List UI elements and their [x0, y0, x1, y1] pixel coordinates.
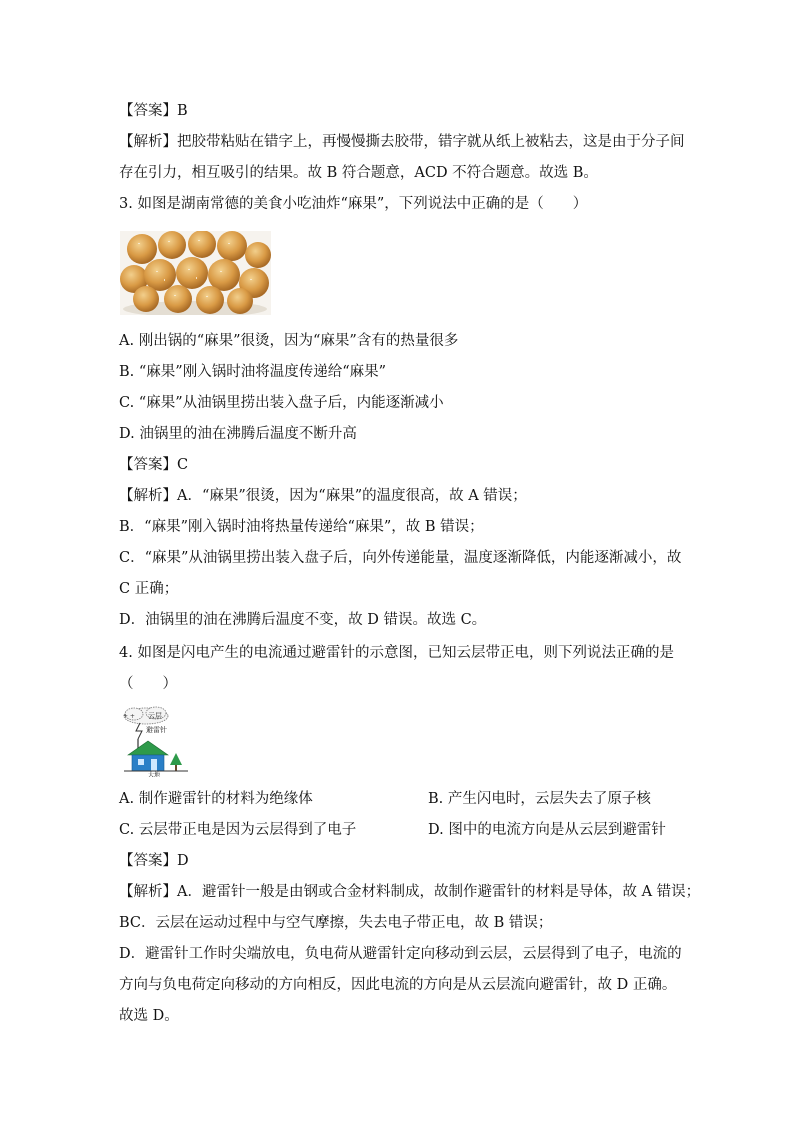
q4-stem-line-1: 4. 如图是闪电产生的电流通过避雷针的示意图，已知云层带正电，则下列说法正确的是	[119, 645, 674, 661]
q4-analysis-line-5: 故选 D。	[119, 1008, 179, 1024]
q3-analysis-line-3: C．“麻果”从油锅里捞出装入盘子后，向外传递能量，温度逐渐降低，内能逐渐减小，故	[119, 550, 682, 566]
lightning-rod-diagram	[118, 705, 190, 777]
ground-label: 大地	[148, 772, 161, 777]
q3-stem: 3. 如图是湖南常德的美食小吃油炸“麻果”，下列说法中正确的是（ ）	[119, 196, 588, 212]
q4-answer: 【答案】D	[119, 853, 189, 869]
house-roof	[128, 741, 168, 755]
q4-option-a: A. 制作避雷针的材料为绝缘体	[119, 791, 313, 807]
q4-stem-line-2: （ ）	[119, 676, 177, 692]
q3-option-d: D. 油锅里的油在沸腾后温度不断升高	[119, 426, 357, 442]
q3-option-b: B. “麻果”刚入锅时油将温度传递给“麻果”	[119, 364, 387, 380]
q3-analysis-line-1: 【解析】A．“麻果”很烫，因为“麻果”的温度很高，故 A 错误；	[119, 488, 527, 504]
cloud-label: 云层	[148, 712, 162, 720]
q4-option-d: D. 图中的电流方向是从云层到避雷针	[428, 822, 666, 838]
svg-text:+ +: + +	[123, 713, 135, 720]
sesame-balls-illustration	[120, 231, 271, 315]
rod-label: 避雷针	[146, 726, 167, 734]
q4-option-b: B. 产生闪电时，云层失去了原子核	[428, 791, 651, 807]
q4-analysis-line-2: BC．云层在运动过程中与空气摩擦，失去电子带正电，故 B 错误；	[119, 915, 553, 931]
q4-analysis-line-4: 方向与负电荷定向移动的方向相反，因此电流的方向是从云层流向避雷针，故 D 正确。	[119, 977, 677, 993]
q2-analysis-line-1: 【解析】把胶带粘贴在错字上，再慢慢撕去胶带，错字就从纸上被粘去，这是由于分子间	[119, 134, 685, 150]
q3-option-c: C. “麻果”从油锅里捞出装入盘子后，内能逐渐减小	[119, 395, 444, 411]
q4-analysis-line-1: 【解析】A．避雷针一般是由钢或合金材料制成，故制作避雷针的材料是导体，故 A 错误；	[119, 884, 701, 900]
q2-answer: 【答案】B	[119, 103, 188, 119]
q3-analysis-line-2: B．“麻果”刚入锅时油将热量传递给“麻果”，故 B 错误；	[119, 519, 484, 535]
q4-analysis-line-3: D．避雷针工作时尖端放电，负电荷从避雷针定向移动到云层，云层得到了电子，电流的	[119, 946, 682, 962]
q4-option-c: C. 云层带正电是因为云层得到了电子	[119, 822, 357, 838]
q2-analysis-line-2: 存在引力，相互吸引的结果。故 B 符合题意，ACD 不符合题意。故选 B。	[119, 165, 598, 181]
sesame-balls-photo	[120, 231, 271, 315]
q3-option-a: A. 刚出锅的“麻果”很烫，因为“麻果”含有的热量很多	[119, 333, 459, 349]
q3-answer: 【答案】C	[119, 457, 189, 473]
q3-analysis-line-4: C 正确；	[119, 581, 179, 597]
house-wall	[132, 755, 164, 771]
q3-analysis-line-5: D．油锅里的油在沸腾后温度不变，故 D 错误。故选 C。	[119, 612, 487, 628]
